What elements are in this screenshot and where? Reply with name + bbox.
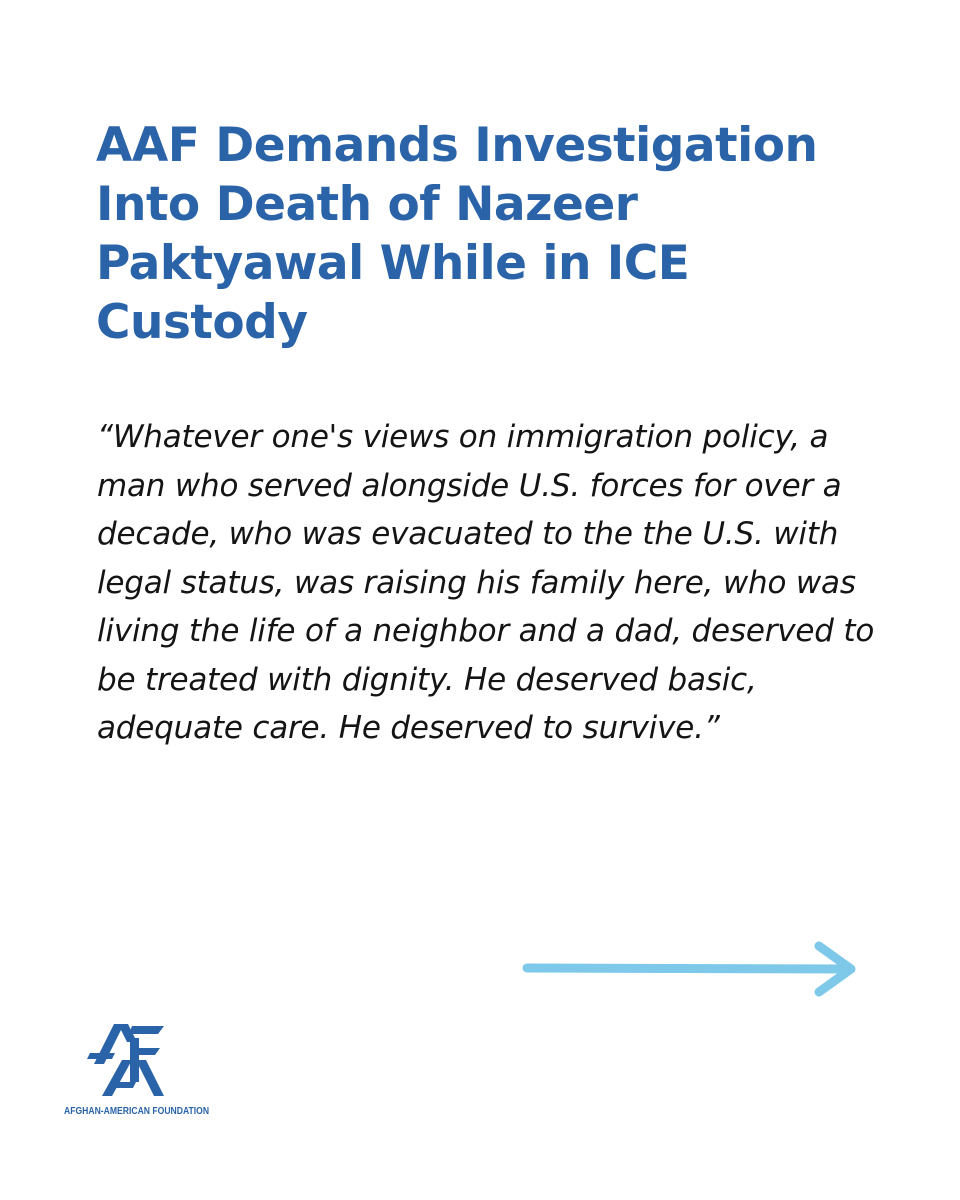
aaf-logo — [84, 1020, 174, 1098]
arrow-right-icon — [518, 936, 868, 1006]
aaf-monogram-logo — [84, 1020, 174, 1098]
organization-name: AFGHAN-AMERICAN FOUNDATION — [64, 1106, 210, 1117]
headline: AAF Demands Investigation Into Death of Nazeer Paktyawal While in ICE Custody — [96, 118, 818, 350]
quote-text: “Whatever one's views on immigration policy, a man who served alongside U.S. forces for over a decade, who was evacuated to the the U.S. with legal status, was raising his family here, who was living the life of a neighbor and a dad, deserved to be treated with dignity. He deserved basic, adequate care. He deserved to survive.” — [97, 419, 875, 746]
next-arrow-button[interactable] — [518, 936, 868, 1006]
